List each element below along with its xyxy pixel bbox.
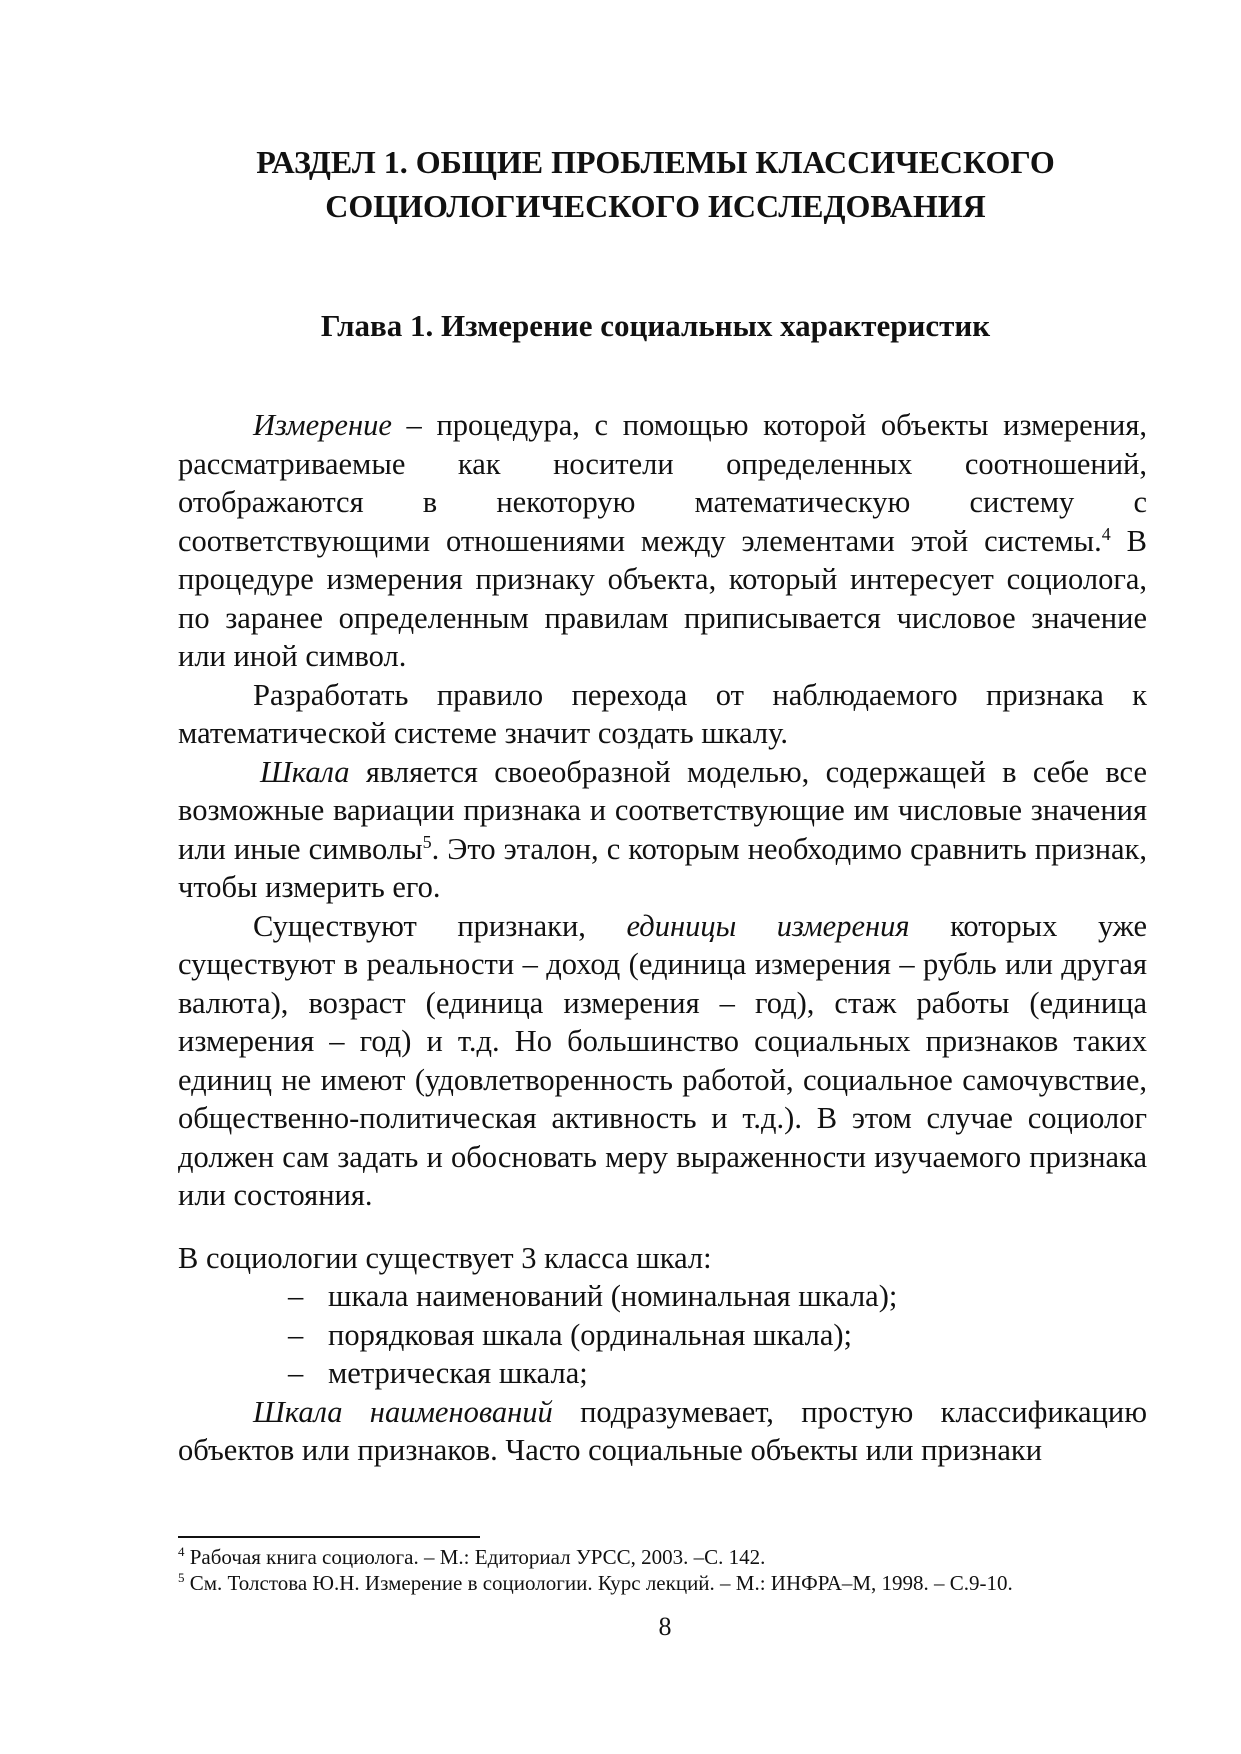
paragraph-text: которых уже существуют в реальности – доход (единица измерения – рубль или другая валюта), возраст (единица измерения – год), стаж работы (единица измерения – год) и т.д. Но большинство социальных признаков таких единиц не имеют (удовлетворенность работой, социальное самочувствие, общественно-политическая активность и т.д.). В этом случае социолог должен сам задать и обосновать меру выраженности изучаемого признака или состояния. xyxy=(178,908,1148,1212)
paragraph-nominal-scale xyxy=(178,1393,1147,1470)
term-nominal-scale: Шкала наименований xyxy=(253,1394,553,1429)
paragraph-text: В процедуре измерения признаку объекта, который интересует социолога, по заранее определенным правилам приписывается числовое значение или иной символ. xyxy=(178,523,1147,673)
list-item: – шкала наименований (номинальная шкала); xyxy=(288,1277,1147,1316)
page-number: 8 xyxy=(658,1612,672,1641)
footnote-separator xyxy=(178,1536,480,1538)
footnote-text: См. Толстова Ю.Н. Измерение в социологии. Курс лекций. – М.: ИНФРА–М, 1998. – С.9-10. xyxy=(184,1571,1013,1595)
term-measurement: Измерение xyxy=(253,408,392,442)
footnote-ref-4[interactable]: 4 xyxy=(1101,523,1111,544)
paragraph-text: является своеобразной моделью, содержащей в себе все возможные вариации признака и соответствующие им числовые значения или иные символы xyxy=(178,754,1147,866)
paragraph-text: подразумевает, простую классификацию объектов или признаков. Часто социальные объекты или признаки xyxy=(178,1394,1148,1467)
term-units-of-measurement: единицы измерения xyxy=(626,908,910,943)
footnote-4 xyxy=(178,1545,1147,1570)
list-item: – метрическая шкала; xyxy=(288,1354,1147,1393)
paragraph-text: – процедура, с помощью которой объекты измерения, рассматриваемые как носители определенных соотношений, отображаются в некоторую математическую систему с соответствующими отношениями между элементами этой системы. xyxy=(178,408,1147,558)
term-scale: Шкала xyxy=(260,754,350,789)
body-text xyxy=(178,406,1147,1470)
paragraph-text: . Это эталон, с которым необходимо сравнить признак, чтобы измерить его. xyxy=(178,831,1148,904)
paragraph-units-of-measurement xyxy=(178,907,1147,1215)
chapter-title: Глава 1. Измерение социальных характеристик xyxy=(320,308,991,343)
footnote-text: Рабочая книга социолога. – М.: Едиториал УРСС, 2003. –С. 142. xyxy=(184,1545,766,1569)
section-title-line-2: СОЦИОЛОГИЧЕСКОГО ИССЛЕДОВАНИЯ xyxy=(325,188,986,224)
footnote-5 xyxy=(178,1571,1147,1596)
section-title xyxy=(178,140,1133,228)
footnote-ref-5[interactable]: 5 xyxy=(422,831,432,852)
footnote-mark: 4 xyxy=(178,1544,185,1559)
section-title-line-1: РАЗДЕЛ 1. ОБЩИЕ ПРОБЛЕМЫ КЛАССИЧЕСКОГО xyxy=(256,144,1055,180)
scale-classes-list xyxy=(178,1277,1147,1393)
footnotes xyxy=(178,1545,1147,1597)
paragraph-scale-creation: Разработать правило перехода от наблюдаемого признака к математической системе значит создать шкалу. xyxy=(178,677,1147,750)
paragraph-scale-definition xyxy=(178,753,1147,907)
list-item: – порядковая шкала (ординальная шкала); xyxy=(288,1316,1147,1355)
paragraph-text: Существуют признаки, xyxy=(253,908,627,943)
paragraph-measurement-definition xyxy=(178,406,1147,676)
paragraph-scale-classes-intro: В социологии существует 3 класса шкал: xyxy=(178,1240,712,1275)
footnote-mark: 5 xyxy=(178,1570,185,1585)
